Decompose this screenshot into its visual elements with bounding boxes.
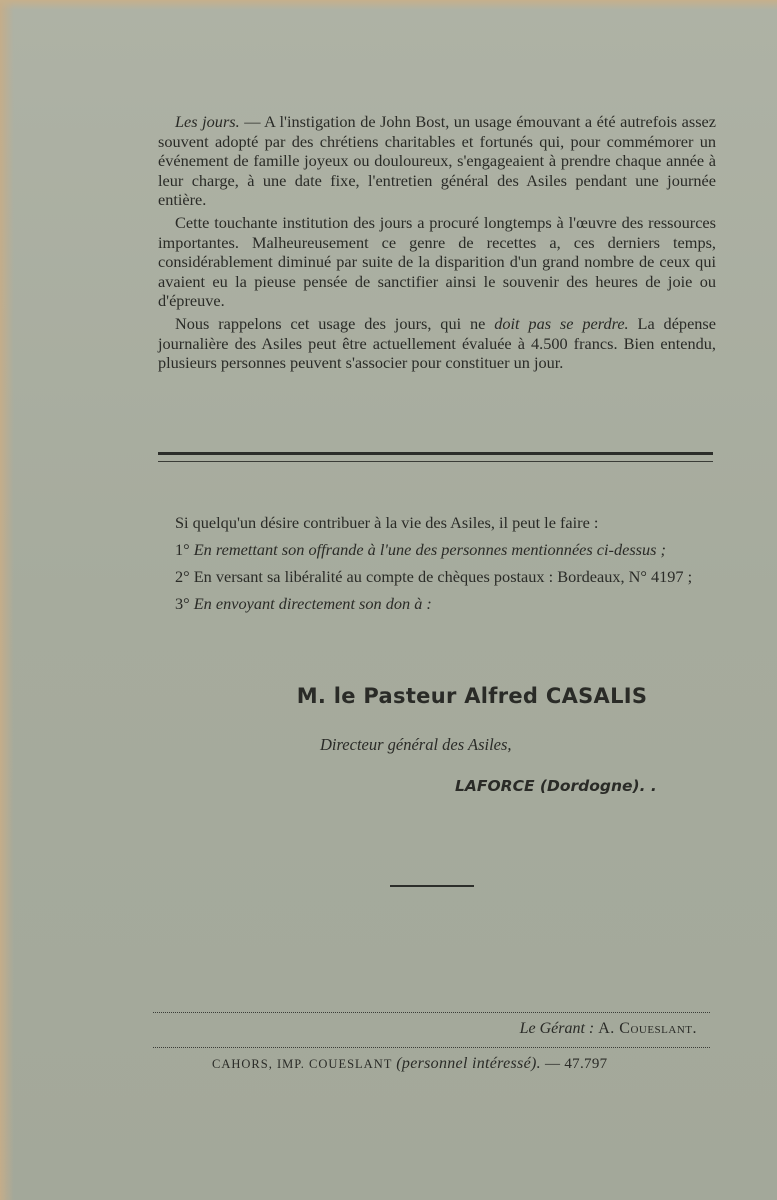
- item-1-text: En remettant son offrande à l'une des personnes mentionnées ci-dessus ;: [193, 540, 666, 559]
- item-2-text: En versant sa libéralité au compte de chèques postaux : Bordeaux, N° 4197 ;: [193, 567, 693, 586]
- jours-heading: Les jours.: [175, 112, 240, 131]
- imprint-note: (personnel intéressé).: [396, 1055, 541, 1072]
- jours-section: [158, 112, 716, 373]
- contribution-section: [158, 512, 716, 614]
- imprint-number: — 47.797: [545, 1056, 608, 1072]
- gerant-name: A. Coueslant.: [598, 1020, 697, 1037]
- paragraph-rappel: [158, 314, 716, 373]
- paragraph-institution: Cette touchante institution des jours a procuré longtemps à l'œuvre des ressources importantes. Malheureusement ce genre de recettes a, ces derniers temps, considérablement diminué par suite de la disparition d'un grand nombre de ceux qui avaient eu la pieuse pensée de sanctifier ainsi le souvenir des heures de joie ou d'épreuve.: [158, 212, 716, 311]
- paragraph-jours: [158, 112, 716, 210]
- printer-imprint: [212, 1055, 607, 1073]
- section-divider-thick: [158, 452, 713, 455]
- closing-rule: [390, 885, 474, 887]
- recipient-title: Directeur général des Asiles,: [320, 735, 512, 754]
- item-2-number: 2°: [175, 567, 190, 586]
- contribution-item-1: [158, 539, 716, 560]
- gerant-label: Le Gérant :: [519, 1020, 595, 1037]
- imprint-main: CAHORS, IMP. COUESLANT: [212, 1057, 393, 1071]
- jours-text: — A l'instigation de John Bost, un usage émouvant a été autrefois assez souvent adopté par des chrétiens charitables et fortunés qui, pour commémorer un événement de famille joyeux ou douloureux, s'engageaient à prendre chaque année à leur charge, à une date fixe, l'entretien général des Asiles pendant une journée entière.: [158, 112, 716, 210]
- contribution-lead: Si quelqu'un désire contribuer à la vie des Asiles, il peut le faire :: [175, 513, 599, 532]
- item-3-number: 3°: [175, 594, 190, 613]
- rappel-emphasis: doit pas se perdre.: [494, 313, 629, 333]
- contribution-item-2: [158, 566, 716, 587]
- rappel-text-b: La dépense journalière des Asiles peut être actuellement évaluée à 4.500 francs. Bien entendu, plusieurs personnes peuvent s'associer pour constituer un jour.: [158, 313, 716, 373]
- gerant-line: [520, 1020, 697, 1038]
- item-1-number: 1°: [175, 540, 190, 559]
- contribution-item-3: [158, 593, 716, 614]
- recipient-name: M. le Pasteur Alfred CASALIS: [296, 684, 648, 708]
- rappel-text-a: Nous rappelons cet usage des jours, qui ne: [175, 313, 495, 333]
- item-3-text: En envoyant directement son don à :: [193, 594, 432, 613]
- footer-dotted-rule-bottom: [153, 1047, 710, 1048]
- section-divider-thin: [158, 461, 713, 462]
- recipient-place: LAFORCE (Dordogne). .: [455, 777, 657, 795]
- footer-dotted-rule-top: [153, 1012, 710, 1013]
